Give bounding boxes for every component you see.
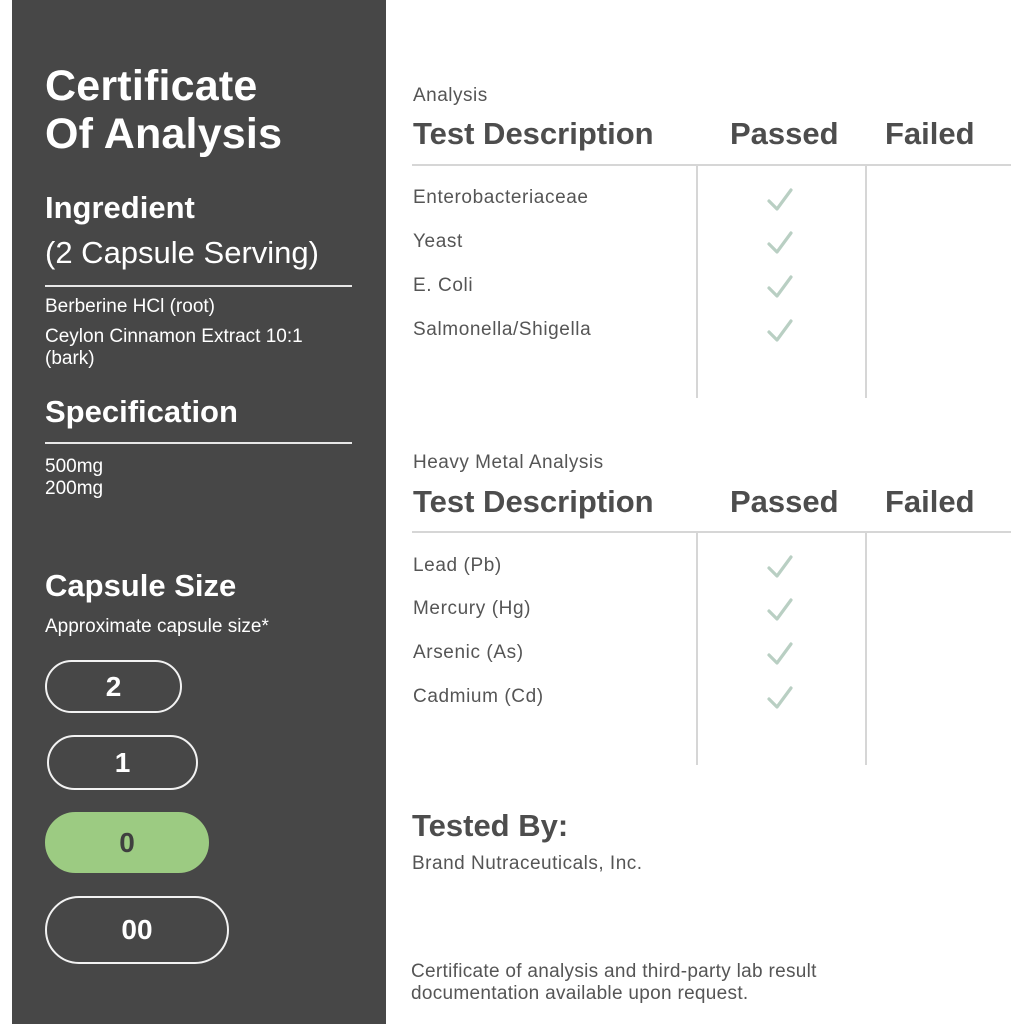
column-divider [696,166,698,398]
specification-list [45,456,103,500]
capsule-size-heading: Capsule Size [45,568,237,603]
analysis-col-failed: Failed [885,116,975,151]
check-icon [767,187,793,213]
analysis-row-label: E. Coli [413,275,474,296]
heavy-metal-row-label: Mercury (Hg) [413,598,532,619]
analysis-row-label: Enterobacteriaceae [413,187,589,208]
check-icon [767,685,793,711]
analysis-row-label: Yeast [413,231,463,252]
title-line-1: Certificate [45,62,258,110]
column-divider [696,533,698,765]
capsule-size-2-pill: 2 [45,660,182,713]
analysis-col-test-description: Test Description [413,116,654,151]
column-divider [865,533,867,765]
serving-heading: (2 Capsule Serving) [45,235,319,270]
page-title [45,62,282,158]
ingredient-heading: Ingredient [45,190,195,225]
specification-item: 500mg [45,456,104,477]
heavy-metal-row-label: Lead (Pb) [413,555,502,576]
tested-by-heading: Tested By: [412,808,569,843]
table-divider [412,164,1011,166]
table-divider [412,531,1011,533]
capsule-size-00-pill: 00 [45,896,229,964]
heavy-metal-col-passed: Passed [730,484,839,519]
check-icon [767,230,793,256]
check-icon [767,554,793,580]
analysis-row-label: Salmonella/Shigella [413,319,592,340]
heavy-metal-row-label: Arsenic (As) [413,642,524,663]
analysis-col-passed: Passed [730,116,839,151]
left-panel [12,0,386,1024]
ingredient-list [45,296,355,378]
divider [45,442,352,444]
divider [45,285,352,287]
specification-item: 200mg [45,478,104,499]
check-icon [767,641,793,667]
footer-note: Certificate of analysis and third-party lab result documentation available upon request. [411,961,817,1004]
heavy-metal-section-label: Heavy Metal Analysis [413,452,604,473]
heavy-metal-col-test-description: Test Description [413,484,654,519]
capsule-size-0-pill-selected: 0 [45,812,209,873]
ingredient-item: Ceylon Cinnamon Extract 10:1 (bark) [45,326,303,369]
check-icon [767,318,793,344]
ingredient-item: Berberine HCl (root) [45,296,215,317]
check-icon [767,274,793,300]
tested-by-value: Brand Nutraceuticals, Inc. [412,853,643,874]
title-line-2: Of Analysis [45,110,283,158]
capsule-size-note: Approximate capsule size* [45,616,269,637]
heavy-metal-row-label: Cadmium (Cd) [413,686,544,707]
analysis-section-label: Analysis [413,85,488,106]
heavy-metal-col-failed: Failed [885,484,975,519]
capsule-size-1-pill: 1 [47,735,198,790]
check-icon [767,597,793,623]
specification-heading: Specification [45,394,238,429]
column-divider [865,166,867,398]
